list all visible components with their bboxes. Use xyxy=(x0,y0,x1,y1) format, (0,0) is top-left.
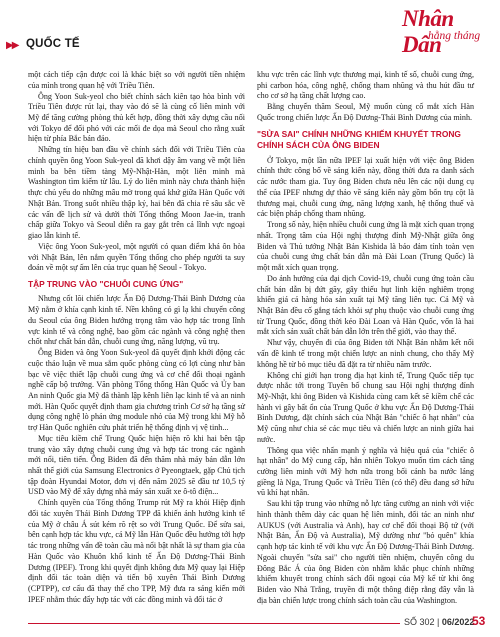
paragraph: Không chỉ giới hạn trong địa hạt kinh tế, Trung Quốc tiếp tục được nhắc tới trong Tuyên bố chung sau Hội nghị thượng đỉnh Mỹ-Nhật, khi ông Biden và Kishida cùng cam kết sẽ kiềm chế các hành vi gây bất ổn của Trung Quốc ở khu vực Ấn Độ Dương-Thái Bình Dương, đặt chính sách của Nhật Bản "chiếc ô hạt nhân" của Mỹ cũng như chia sẻ các mục tiêu và chiến lược an ninh giữa hai nước. xyxy=(257,370,474,444)
section-subheading: "SỬA SAI" CHÍNH NHỮNG KHIẾM KHUYẾT TRONG CHÍNH SÁCH CỦA ÔNG BIDEN xyxy=(257,128,461,151)
paragraph: Chính quyền của Tổng thống Trump rút Mỹ ra khỏi Hiệp định đối tác xuyên Thái Bình Dương TPP đã khiến ảnh hưởng kinh tế của Mỹ ở châu Á sút kém rõ rệt so với Trung Quốc. Để sửa sai, bên cạnh hợp tác khu vực, cả Mỹ lẫn Hàn Quốc đều hướng tới hợp tác trong những vấn đề toàn cầu mà nổi bật nhất là sự tham gia của Hàn Quốc vào Khuôn khổ kinh tế Ấn Độ Dương-Thái Bình Dương (IPEF). Trong khi quyết định không đưa Mỹ quay lại Hiệp định đối tác toàn diện và tiến bộ xuyên Thái Bình Dương (CPTPP), cơ cấu đã thay thế cho TPP, Mỹ đưa ra sáng kiến mới IPEF nhằm thúc đẩy hợp tác với các đồng minh và đối tác ở xyxy=(28,498,245,604)
paragraph: Thông qua việc nhấn mạnh ý nghĩa và hiệu quả của "chiếc ô hạt nhân" do Mỹ cung cấp, hẳn nhiên Tokyo muốn tìm cách tăng cường liên minh với Mỹ hơn nữa trong bối cảnh ba nước láng giềng là Nga, Trung Quốc và Triều Tiên (có thể) đều đang sở hữu vũ khí hạt nhân. xyxy=(257,445,474,498)
section-title: QUỐC TẾ xyxy=(26,38,80,50)
page-header xyxy=(0,0,500,60)
paragraph: Như vậy, chuyến đi của ông Biden tới Nhật Bản nhằm kết nối vấn đề kinh tế trong một chiến lược an ninh chung, cho thấy Mỹ không hề từ bỏ mục tiêu đã đặt ra từ nhiều năm trước. xyxy=(257,338,474,369)
paragraph: Việc ông Yoon Suk-yeol, một người có quan điểm khá ôn hòa với Nhật Bản, lên nắm quyền Tổng thống cho phép người ta suy đoán về một sự ấm lên của trục quan hệ Seoul - Tokyo. xyxy=(28,241,245,273)
publication-logo xyxy=(400,6,492,57)
article-column-right xyxy=(257,70,474,607)
page-number: 53 xyxy=(472,614,486,628)
paragraph: Nhưng cốt lõi chiến lược Ấn Độ Dương-Thái Bình Dương của Mỹ nằm ở khía cạnh kinh tế. Nền không có gì lạ khi chuyến công du Seoul của ông Biden hướng trọng tâm vào hợp tác trong lĩnh vực kinh tế và công nghệ, bao gồm các ngành và công nghệ then chốt như chất bán dẫn, chuỗi cung ứng, năng lượng, vũ trụ. xyxy=(28,294,245,347)
paragraph: Ông Biden và ông Yoon Suk-yeol đã quyết định khởi động các cuộc thảo luận về mua sắm quốc phòng cùng có lợi cùng như bàn bạc về việc thiết lập chuỗi cung ứng và cơ chế đối thoại ngành nghề cấp bộ trưởng. Văn phòng Tổng thống Hàn Quốc và Ủy ban An ninh Quốc gia Mỹ đã thành lập kênh liên lạc kinh tế và an ninh mới. Hàn Quốc quyết định tham gia chương trình Cơ sở hạ tầng sử dụng công nghệ lò phản ứng module nhỏ của Mỹ trong khi Mỹ hỗ trợ Hàn Quốc nghiên cứu phát triển hệ thống định vị vệ tinh... xyxy=(28,348,245,433)
issue-prefix: SỐ 302 | xyxy=(404,617,440,627)
footer-divider xyxy=(28,623,400,624)
paragraph: Sau khi tập trung vào những nỗ lực tăng cường an ninh với việc hình thành thêm dày các quan hệ liên minh, đối tác an ninh như AUKUS (với Australia và Anh), hay cơ chế đối thoại Bộ tứ (với Nhật Bản, Ấn Độ và Australia), Mỹ dường như "bỏ quên" khía cạnh hợp tác kinh tế với khu vực Ấn Độ Dương-Thái Bình Dương. Ngoài chuyến "sửa sai" cho người tiền nhiệm, chuyến công du Đông Bắc Á của ông Biden còn nhằm khắc phục chính những khiếm khuyết trong chính sách đối ngoại của Mỹ kể từ khi ông Biden vào Nhà Trắng, truyền đi một thông điệp rằng đây vẫn là địa bàn chiến lược trong chính sách toàn cầu của Washington. xyxy=(257,499,474,605)
paragraph: Những tín hiệu ban đầu về chính sách đối với Triều Tiên của chính quyền ông Yoon Suk-yeol đã khơi dậy âm vang về một liên minh ba bên tiềm tàng Mỹ-Nhật-Hàn, một liên minh mà Washington tìm kiếm từ lâu. Lý do liên minh này chưa thành hiện thực chủ yếu do những mâu mờ trong quá khứ giữa Hàn Quốc với Nhật Bản. Trong suốt nhiều thập kỷ, hai bên đã chia rẽ sâu sắc về các vấn đề lịch sử và dưới thời Tổng thống Moon Jae-in, tranh chấp giữa Tokyo và Seoul diễn ra gay gắt trên cả lĩnh vực ngoại giao lẫn kinh tế. xyxy=(28,145,245,240)
issue-date: 06/2022 xyxy=(441,617,475,627)
paragraph: Ông Yoon Suk-yeol cho biết chính sách kiên tạo hòa bình với Triều Tiên được rút lại, thay vào đó sẽ là cùng cố liên minh với Mỹ để tăng cường phòng thủ kết hợp, đồng thời xây dựng cầu nối với Tokyo để đối phó với các mối đe dọa mà Seoul cho rằng xuất hiện từ phía Bắc bán đảo. xyxy=(28,91,245,144)
section-subheading: TẬP TRUNG VÀO "CHUỖI CUNG ỨNG" xyxy=(28,278,184,289)
issue-info xyxy=(404,617,474,627)
paragraph: một cách tiếp cận được coi là khác biệt so với người tiền nhiệm của mình trong quan hệ với Triều Tiên. xyxy=(28,70,245,90)
paragraph: Bằng chuyến thăm Seoul, Mỹ muốn cùng cố mắt xích Hàn Quốc trong chiến lược Ấn Độ Dương-Thái Bình Dương của mình. xyxy=(257,102,474,122)
paragraph: Do ảnh hưởng của đại dịch Covid-19, chuỗi cung ứng toàn cầu chất bán dẫn bị đứt gãy, gây thiếu hụt linh kiện nghiêm trọng khiến giá cả hàng hóa sản xuất tại Mỹ tăng liên tục. Cả Mỹ và Nhật Bản đều cố gắng tách khỏi sự phụ thuộc vào chuỗi cung ứng từ Trung Quốc, đồng thời kéo Đài Loan và Hàn Quốc, vốn là hai mắt xích sản xuất chất bán dẫn lớn trên thế giới, vào thay thế. xyxy=(257,273,474,337)
logo-main-text: Nhân Dân xyxy=(402,6,454,57)
paragraph: khu vực trên các lĩnh vực thương mại, kinh tế số, chuỗi cung ứng, phi carbon hóa, công nghệ, chống tham nhũng và thu hút đầu tư cho cơ sở hạ tầng chất lượng cao. xyxy=(257,70,474,101)
article-column-left xyxy=(28,70,245,606)
section-arrows-icon: ▶▶ xyxy=(6,40,18,51)
paragraph: Trong số này, hiện nhiều chuỗi cung ứng là mặt xích quan trọng nhất. Trọng tâm của Hội nghị thượng đỉnh Mỹ-Nhật giữa ông Biden và Thủ tướng Nhật Bản Kishida là bảo đảm tính toàn vẹn của chuỗi cung ứng chất bán dẫn mà Đài Loan (Trung Quốc) là một mắt xích quan trọng. xyxy=(257,220,474,272)
paragraph: Ở Tokyo, một lần nữa IPEF lại xuất hiện với việc ông Biden chính thức công bố về sáng kiến này, đồng thời đưa ra danh sách các nước tham gia. Tuy ông Biden chưa nêu lên các nội dung cụ thể của IPEF nhưng dự thảo về sáng kiến này gồm bốn trụ cột là thương mại, chuỗi cung ứng, năng lượng xanh, hệ thống thuế và các biện pháp chống tham nhũng. xyxy=(257,155,474,219)
logo-sub-text: hằng tháng xyxy=(428,30,481,42)
page-footer xyxy=(0,612,500,637)
paragraph: Mục tiêu kiềm chế Trung Quốc hiện hiện rõ khi hai bên tập trung vào xây dựng chuỗi cung ứng và hợp tác trong các ngành mới nổi, tiên tiến. Ông Biden đã đến thăm nhà máy bán dẫn lớn nhất thế giới của Samsung Electronics ở Pyeongtaek, gặp Chủ tịch tập đoàn Hyundai Motor, đơn vị đến năm 2025 sẽ đầu tư 10,5 tỷ USD vào Mỹ để xây dựng nhà máy sản xuất xe ô-tô điện... xyxy=(28,433,245,497)
